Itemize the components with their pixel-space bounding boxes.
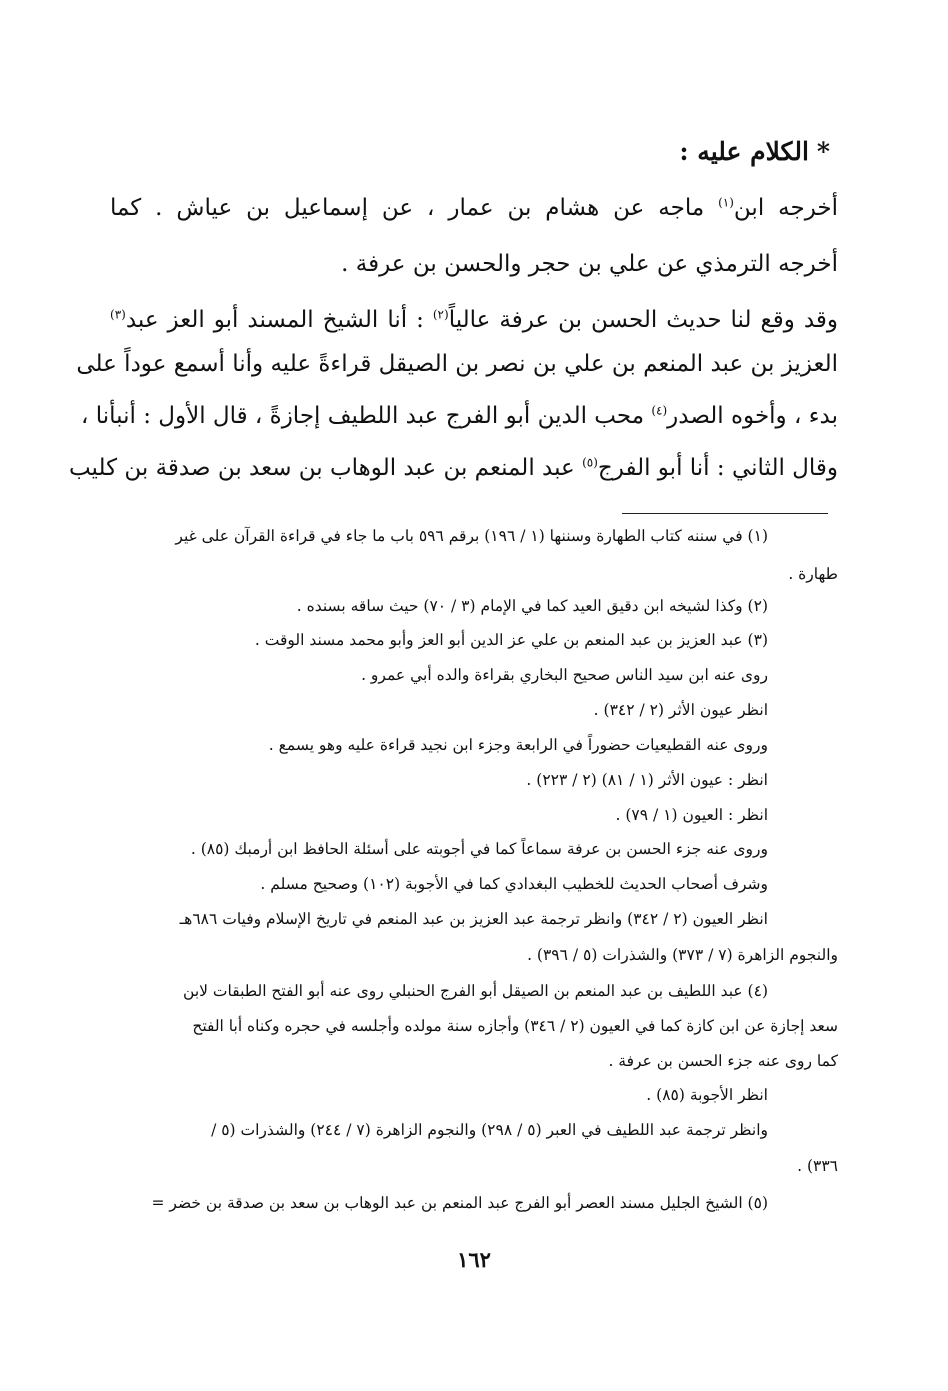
footnote-line: (٤) عبد اللطيف بن عبد المنعم بن الصيقل أبو الفرج الحنبلي روى عنه أبو الفتح الطبقات لابن [183,982,768,1000]
footnote-line: (٢) وكذا لشيخه ابن دقيق العيد كما في الإمام (٣ / ٧٠) حيث ساقه بسنده . [296,597,768,615]
asterisk-marker: * [816,137,830,166]
body-line: أخرجه ابن$^{(١)}$ ماجه عن هشام بن عمار ، عن إسماعيل بن عياش . كما [110,195,838,221]
footnote-line: وانظر ترجمة عبد اللطيف في العبر (٥ / ٢٩٨) والنجوم الزاهرة (٧ / ٢٤٤) والشذرات (٥ / [211,1121,768,1139]
footnote-line: انظر : عيون الأثر (١ / ٨١) (٢ / ٢٢٣) . [526,771,768,789]
footnote-line: روى عنه ابن سيد الناس صحيح البخاري بقراءة والده أبي عمرو . [361,666,768,684]
body-line: وقال الثاني : أنا أبو الفرج$^{(٥)}$ عبد المنعم بن عبد الوهاب بن سعد بن صدقة بن كليب [68,455,838,481]
heading-text: الكلام عليه : [679,137,809,166]
footnote-line: انظر : العيون (١ / ٧٩) . [615,806,768,824]
footnote-line: وروى عنه جزء الحسن بن عرفة سماعاً كما في أجوبته على أسئلة الحافظ ابن أرمبك (٨٥) . [190,840,768,858]
footnote-separator [622,513,828,514]
section-heading [679,137,830,166]
footnote-line: (٣) عبد العزيز بن عبد المنعم بن علي عز الدين أبو العز وأبو محمد مسند الوقت . [254,631,768,649]
footnote-ref: (٢) [432,307,449,322]
footnote-line: وروى عنه القطيعيات حضوراً في الرابعة وجزء ابن نجيد قراءة عليه وهو يسمع . [268,736,768,754]
footnote-line: انظر العيون (٢ / ٣٤٢) وانظر ترجمة عبد العزيز بن عبد المنعم في تاريخ الإسلام وفيات ٦٨٦هـ [179,910,768,928]
footnote-line: سعد إجازة عن ابن كازة كما في العيون (٢ / ٣٤٦) وأجازه سنة مولده وأجلسه في حجره وكناه أبا الفتح [192,1017,838,1035]
footnote-line: ٣٣٦) . [797,1157,838,1175]
footnote-line: (١) في سننه كتاب الطهارة وسننها (١ / ١٩٦) برقم ٥٩٦ باب ما جاء في قراءة القرآن على غير [175,527,768,545]
footnote-line: وشرف أصحاب الحديث للخطيب البغدادي كما في الأجوبة (١٠٢) وصحيح مسلم . [260,875,768,893]
body-line: أخرجه الترمذي عن علي بن حجر والحسن بن عرفة . [341,251,838,277]
footnote-line: انظر الأجوبة (٨٥) . [646,1086,768,1104]
body-line: بدء ، وأخوه الصدر$^{(٤)}$ محب الدين أبو الفرج عبد اللطيف إجازةً ، قال الأول : أنبأنا ، [81,403,838,429]
footnote-line: طهارة . [788,565,838,583]
footnote-ref: (٣) [110,307,126,322]
footnote-ref: (٥) [582,455,598,470]
footnote-line: انظر عيون الأثر (٢ / ٣٤٢) . [593,701,768,719]
footnote-line: (٥) الشيخ الجليل مسند العصر أبو الفرج عبد المنعم بن عبد الوهاب بن سعد بن صدقة بن خضر = [151,1194,768,1212]
footnote-line: كما روى عنه جزء الحسن بن عرفة . [608,1052,838,1070]
footnote-ref: (٤) [651,403,668,418]
page-number: ١٦٢ [457,1247,491,1272]
body-line: العزيز بن عبد المنعم بن علي بن نصر بن الصيقل قراءةً عليه وأنا أسمع عوداً على [76,351,838,377]
footnote-line: والنجوم الزاهرة (٧ / ٣٧٣) والشذرات (٥ / ٣٩٦) . [527,946,838,964]
body-line: وقد وقع لنا حديث الحسن بن عرفة عالياً$^{(٢)}$ : أنا الشيخ المسند أبو العز عبد$^{(٣)}$ [110,307,838,333]
footnote-ref: (١) [718,195,734,210]
